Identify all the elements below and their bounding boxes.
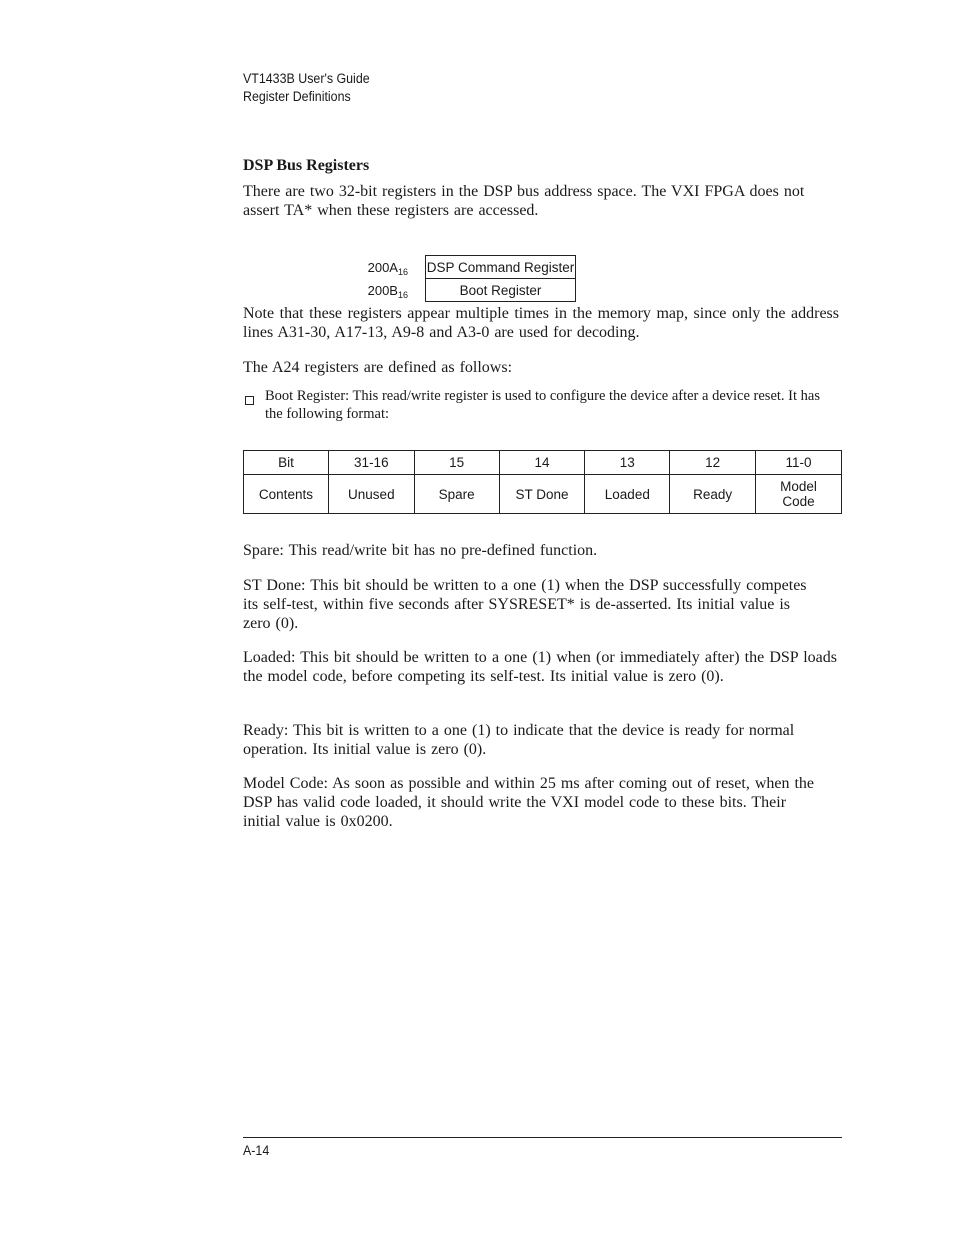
- running-header-section: Register Definitions: [243, 89, 351, 104]
- page-number: A-14: [243, 1143, 270, 1158]
- table-cell: Contents: [244, 475, 329, 514]
- definition-model-code: Model Code: As soon as possible and within 25 ms after coming out of reset, when the DSP has valid code loaded, it should write the VXI model code to these bits. Their initial value is 0x0200.: [243, 775, 815, 830]
- table-cell: 15: [414, 451, 499, 475]
- table-cell: 13: [585, 451, 670, 475]
- definition-loaded: Loaded: This bit should be written to a one (1) when (or immediately after) the DSP loads the model code, before competing its self-test. Its initial value is zero (0).: [243, 649, 837, 685]
- table-cell: 31-16: [328, 451, 414, 475]
- table-row-bits: [244, 451, 842, 475]
- running-header-title: VT1433B User's Guide: [243, 71, 370, 86]
- table-cell: ST Done: [499, 475, 585, 514]
- table-cell: Unused: [328, 475, 414, 514]
- table-cell: 12: [670, 451, 756, 475]
- definition-spare: Spare: This read/write bit has no pre-defined function.: [243, 542, 598, 559]
- table-cell: Loaded: [585, 475, 670, 514]
- table-cell: 11-0: [756, 451, 842, 475]
- section-heading: DSP Bus Registers: [243, 157, 370, 174]
- table-cell-model-code: Model Code: [756, 475, 842, 514]
- address-label-boot: $200B_{16}$: [367, 283, 408, 300]
- checkbox-bullet-icon: [245, 392, 254, 410]
- table-row-contents: [244, 475, 842, 514]
- definition-ready: Ready: This bit is written to a one (1) to indicate that the device is ready for normal operation. Its initial value is zero (0).: [243, 722, 795, 758]
- address-label-dsp-command: $200A_{16}$: [367, 260, 408, 277]
- a24-intro: The A24 registers are defined as follows:: [243, 359, 513, 376]
- boot-register-format-table: [243, 450, 842, 514]
- footer-rule: [243, 1137, 842, 1138]
- table-cell: Spare: [414, 475, 499, 514]
- address-box-dsp-command: DSP Command Register: [425, 255, 576, 279]
- table-cell: Ready: [670, 475, 756, 514]
- note-paragraph: Note that these registers appear multiple times in the memory map, since only the address lines A31-30, A17-13, A9-8 and A3-0 are used for decoding.: [243, 305, 839, 341]
- bullet-boot-register: Boot Register: This read/write register is used to configure the device after a device reset. It has the following format:: [265, 388, 820, 422]
- table-cell: 14: [499, 451, 585, 475]
- intro-paragraph: There are two 32-bit registers in the DSP bus address space. The VXI FPGA does not assert TA* when these registers are accessed.: [243, 183, 805, 219]
- definition-st-done: ST Done: This bit should be written to a one (1) when the DSP successfully competes its self-test, within five seconds after SYSRESET* is de-asserted. Its initial value is zero (0).: [243, 577, 807, 632]
- table-cell: Bit: [244, 451, 329, 475]
- address-box-boot: Boot Register: [425, 278, 576, 302]
